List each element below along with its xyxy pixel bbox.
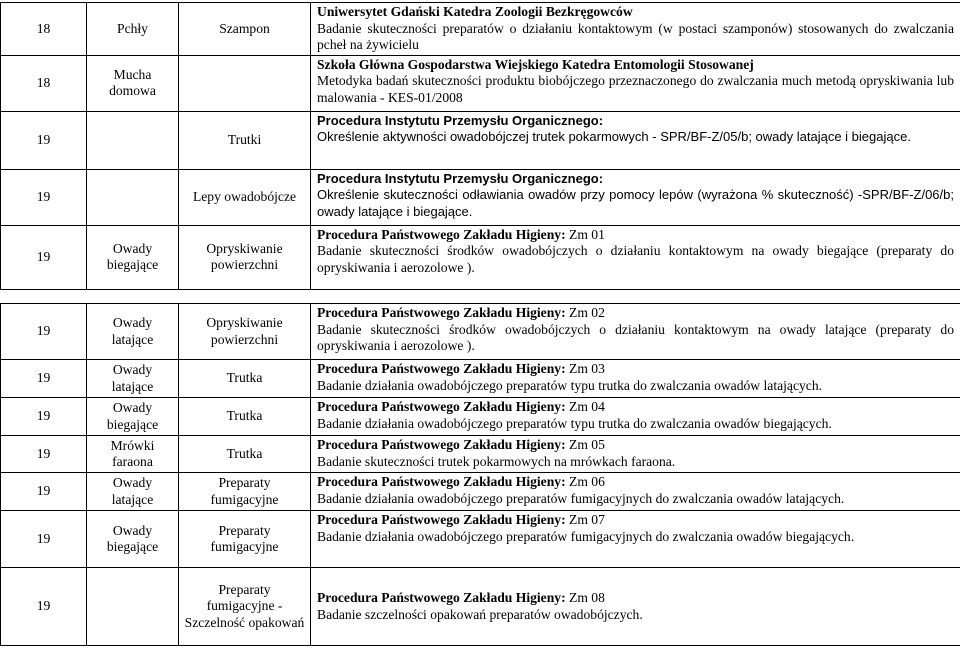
institution-name: Procedura Państwowego Zakładu Higieny: <box>317 590 566 605</box>
form-cell <box>179 55 311 111</box>
form-cell: Opryskiwanie powierzchni <box>179 225 311 289</box>
row-number: 19 <box>1 473 87 511</box>
table-row <box>1 473 960 511</box>
row-number: 18 <box>1 55 87 111</box>
row-number: 18 <box>1 3 87 56</box>
row-number: 19 <box>1 568 87 646</box>
table-row <box>1 436 960 473</box>
institution-name: Procedura Państwowego Zakładu Higieny: <box>317 361 566 376</box>
method-description: Badanie skuteczności środków owadobójczych o działaniu kontaktowym na owady biegające (preparaty do opryskiwania i aerozolowe ). <box>317 243 954 275</box>
pest-cell <box>87 169 179 225</box>
pest-cell: Owady latające <box>87 304 179 360</box>
table-row <box>1 169 960 225</box>
institution-name: Procedura Państwowego Zakładu Higieny: <box>317 305 566 320</box>
form-cell: Lepy owadobójcze <box>179 169 311 225</box>
form-cell: Preparaty fumigacyjne <box>179 511 311 568</box>
procedure-code: Zm 05 <box>569 437 605 452</box>
institution-name: Procedura Państwowego Zakładu Higieny: <box>317 512 566 527</box>
form-cell: Trutki <box>179 111 311 169</box>
method-description: Badanie działania owadobójczego preparatów fumigacyjnych do zwalczania owadów biegających. <box>317 528 855 544</box>
pest-cell: Owady latające <box>87 360 179 398</box>
procedure-code: Zm 01 <box>569 226 605 242</box>
pest-cell: Owady latające <box>87 473 179 511</box>
method-cell <box>311 360 960 398</box>
pest-cell: Pchły <box>87 3 179 56</box>
method-cell <box>311 436 960 473</box>
pest-cell <box>87 568 179 646</box>
pest-cell: Mucha domowa <box>87 55 179 111</box>
method-cell <box>311 304 960 360</box>
pest-cell: Mrówki faraona <box>87 436 179 473</box>
method-description: Badanie działania owadobójczego preparatów fumigacyjnych do zwalczania owadów latających. <box>317 490 845 506</box>
procedure-code: Zm 06 <box>569 474 605 489</box>
row-number: 19 <box>1 436 87 473</box>
method-cell <box>311 473 960 511</box>
table-row <box>1 225 960 289</box>
method-description: Badanie działania owadobójczego preparatów typu trutka do zwalczania owadów latających. <box>317 377 823 393</box>
form-cell: Trutka <box>179 360 311 398</box>
row-number: 19 <box>1 511 87 568</box>
method-cell <box>311 111 960 169</box>
form-cell: Preparaty fumigacyjne - Szczelność opakowań <box>179 568 311 646</box>
institution-name: Procedura Państwowego Zakładu Higieny: <box>317 474 566 489</box>
row-number: 19 <box>1 169 87 225</box>
method-description: Badanie działania owadobójczego preparatów typu trutka do zwalczania owadów biegających. <box>317 415 832 431</box>
pest-cell: Owady biegające <box>87 511 179 568</box>
institution-name: Procedura Państwowego Zakładu Higieny: <box>317 226 566 242</box>
form-cell: Trutka <box>179 436 311 473</box>
procedure-code: Zm 08 <box>569 590 605 605</box>
institution-name: Procedura Instytutu Przemysłu Organicznego: <box>317 170 604 186</box>
form-cell: Preparaty fumigacyjne <box>179 473 311 511</box>
table-row <box>1 111 960 169</box>
institution-name: Uniwersytet Gdański Katedra Zoologii Bezkręgowców <box>317 4 633 19</box>
method-cell <box>311 568 960 646</box>
methods-table-top <box>0 2 960 290</box>
form-cell: Trutka <box>179 398 311 436</box>
procedure-code: Zm 07 <box>569 512 605 527</box>
table-row <box>1 3 960 56</box>
row-number: 19 <box>1 111 87 169</box>
procedure-code: Zm 03 <box>569 361 605 376</box>
method-cell <box>311 225 960 289</box>
pest-cell <box>87 111 179 169</box>
institution-name: Procedura Instytutu Przemysłu Organicznego: <box>317 112 604 128</box>
method-description: Metodyka badań skuteczności produktu biobójczego przeznaczonego do zwalczania much metodą opryskiwania lub malowania - KES-01/2008 <box>317 73 954 105</box>
procedure-code: Zm 02 <box>569 305 605 320</box>
method-cell <box>311 55 960 111</box>
pest-cell: Owady biegające <box>87 225 179 289</box>
method-cell <box>311 3 960 56</box>
row-number: 19 <box>1 225 87 289</box>
method-description: Określenie skuteczności odławiania owadów przy pomocy lepów (wyrażona % skuteczność) -SPR/BF-Z/06/b; owady latające i biegające. <box>317 187 954 219</box>
method-description: Badanie skuteczności trutek pokarmowych na mrówkach faraona. <box>317 453 676 469</box>
table-row <box>1 55 960 111</box>
table-row <box>1 568 960 646</box>
table-row <box>1 511 960 568</box>
table-row <box>1 398 960 436</box>
method-cell <box>311 169 960 225</box>
institution-name: Procedura Państwowego Zakładu Higieny: <box>317 437 566 452</box>
form-cell: Szampon <box>179 3 311 56</box>
method-description: Określenie aktywności owadobójczej trutek pokarmowych - SPR/BF-Z/05/b; owady latające i biegające. <box>317 129 911 144</box>
procedure-code: Zm 04 <box>569 399 605 414</box>
row-number: 19 <box>1 304 87 360</box>
methods-table-bottom <box>0 303 960 646</box>
method-cell <box>311 511 960 568</box>
method-cell <box>311 398 960 436</box>
row-number: 19 <box>1 398 87 436</box>
method-description: Badanie szczelności opakowań preparatów owadobójczych. <box>317 606 643 622</box>
table-row <box>1 360 960 398</box>
table-row <box>1 304 960 360</box>
row-number: 19 <box>1 360 87 398</box>
method-description: Badanie skuteczności preparatów o działaniu kontaktowym (w postaci szamponów) stosowanych do zwalczania pcheł na żywicielu <box>317 20 954 52</box>
institution-name: Procedura Państwowego Zakładu Higieny: <box>317 399 566 414</box>
institution-name: Szkoła Główna Gospodarstwa Wiejskiego Katedra Entomologii Stosowanej <box>317 56 754 72</box>
method-description: Badanie skuteczności środków owadobójczych o działaniu kontaktowym na owady latające (preparaty do opryskiwania i aerozolowe ). <box>317 321 954 353</box>
form-cell: Opryskiwanie powierzchni <box>179 304 311 360</box>
pest-cell: Owady biegające <box>87 398 179 436</box>
